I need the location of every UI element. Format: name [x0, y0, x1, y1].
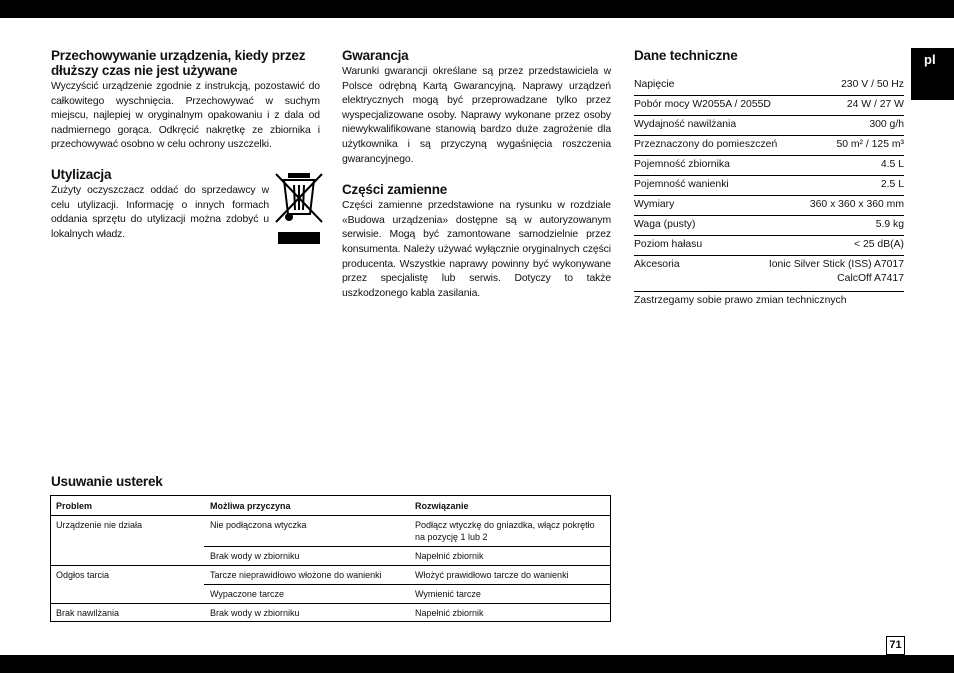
spec-label: Przeznaczony do pomieszczeń [634, 139, 778, 150]
spec-row [634, 176, 904, 196]
divider [51, 515, 610, 516]
spec-row [634, 216, 904, 236]
cell-problem: Odgłos tarcia [56, 570, 110, 580]
spec-value: 360 x 360 x 360 mm [809, 199, 904, 210]
cell-problem: Urządzenie nie działa [56, 520, 143, 530]
spec-row [634, 96, 904, 116]
top-bar [0, 0, 954, 18]
spec-row [634, 156, 904, 176]
warranty-heading: Gwarancja [342, 48, 409, 63]
spec-label: Pojemność wanienki [634, 179, 729, 190]
divider [204, 546, 610, 547]
disposal-text: Zużyty oczyszczacz oddać do sprzedawcy w celu utylizacji. Informację o innych formach oddania sprzętu do utylizacji można zdobyć u lokalnych władz. [51, 184, 269, 240]
cell-solution: Wymienić tarcze [415, 589, 481, 599]
troubleshooting-heading: Usuwanie usterek [51, 474, 163, 489]
spare-parts-heading: Części zamienne [342, 182, 448, 198]
spec-value: 50 m² / 125 m³ [836, 139, 904, 150]
spec-label: Akcesoria [634, 259, 680, 270]
cell-cause: Brak wody w zbiorniku [210, 608, 300, 618]
language-tab: pl [911, 48, 954, 100]
spec-label: Wydajność nawilżania [634, 119, 737, 130]
disposal-heading: Utylizacja [51, 166, 112, 182]
spec-value: < 25 dB(A) [854, 239, 904, 250]
spec-value: 300 g/h [869, 119, 904, 130]
divider [51, 603, 610, 604]
header-solution: Rozwiązanie [415, 501, 469, 511]
column-right [634, 48, 904, 63]
header-problem: Problem [56, 501, 93, 511]
spec-row [634, 76, 904, 96]
column-middle [342, 48, 611, 301]
cell-cause: Wypaczone tarcze [210, 589, 284, 599]
spec-label: Pobór mocy W2055A / 2055D [634, 99, 771, 110]
spec-label: Napięcie [634, 79, 675, 90]
troubleshooting-table [50, 495, 611, 622]
spec-row [634, 116, 904, 136]
accessory-iss: Ionic Silver Stick (ISS) A7017 [768, 259, 904, 270]
tech-data-heading: Dane techniczne [634, 48, 738, 63]
crossed-out-wheelie-bin-icon [274, 170, 324, 246]
spec-row [634, 136, 904, 156]
accessory-calcoff: CalcOff A7417 [837, 273, 904, 284]
spec-row [634, 236, 904, 256]
cell-solution: Napełnić zbiornik [415, 608, 484, 618]
cell-solution: Podłącz wtyczkę do gniazdka, włącz pokrętło na pozycję 1 lub 2 [415, 520, 595, 542]
spec-value: 5.9 kg [875, 219, 904, 230]
storage-heading: Przechowywanie urządzenia, kiedy przez dłuższy czas nie jest używane [51, 48, 306, 78]
divider [204, 584, 610, 585]
cell-problem: Brak nawilżania [56, 608, 120, 618]
cell-cause: Brak wody w zbiorniku [210, 551, 300, 561]
spec-row [634, 196, 904, 216]
cell-cause: Tarcze nieprawidłowo włożone do wanienki [210, 570, 382, 580]
header-cause: Możliwa przyczyna [210, 501, 291, 511]
page-number: 71 [886, 636, 905, 655]
spec-value: 230 V / 50 Hz [841, 79, 904, 90]
spec-label: Pojemność zbiornika [634, 159, 730, 170]
spec-value: 24 W / 27 W [846, 99, 904, 110]
spec-table [634, 76, 904, 292]
spec-label: Poziom hałasu [634, 239, 703, 250]
spec-row [634, 256, 904, 292]
spec-label: Waga (pusty) [634, 219, 696, 230]
storage-text: Wyczyścić urządzenie zgodnie z instrukcją, pozostawić do całkowitego wyschnięcia. Przechowywać w suchym miejscu, najlepiej w oryginalnym opakowaniu i z dala od nadmiernego gorąca. Odkręcić nakrętkę ze zbiornika i przechowywać osobno w celu ochrony uszczelki. [51, 81, 320, 151]
cell-cause: Nie podłączona wtyczka [210, 520, 307, 530]
bottom-bar [0, 655, 954, 673]
spec-value: 4.5 L [880, 159, 904, 170]
spec-value: 2.5 L [880, 179, 904, 190]
cell-solution: Włożyć prawidłowo tarcze do wanienki [415, 570, 569, 580]
spec-value [769, 258, 904, 286]
spec-label: Wymiary [634, 199, 675, 210]
spare-parts-text: Części zamienne przedstawione na rysunku w rozdziale «Budowa urządzenia» dostępne są w autoryzowanym serwisie. Mogą być zamontowane samodzielnie przez konsumenta. Należy używać wyłącznie oryginalnych części producenta. Wszystkie naprawy powinny być wykonywane przez specjalistę lub serwis. Dotyczy to także uszkodzonego kabla zasilania. [342, 200, 611, 299]
divider [51, 565, 610, 566]
cell-solution: Napełnić zbiornik [415, 551, 484, 561]
technical-changes-note: Zastrzegamy sobie prawo zmian technicznych [634, 295, 847, 306]
warranty-text: Warunki gwarancji określane są przez przedstawiciela w Polsce odrębną Kartą Gwarancyjną. Naprawy urządzeń elektrycznych mogą być przeprowadzane tylko przez wyspecjalizowane osoby. Naprawy wykonane przez osoby niewykwalifikowane stanowią bardzo duże zagrożenie dla użytkownika i są przyczyną wygaśnięcia roszczenia gwarancyjnego. [342, 66, 611, 165]
